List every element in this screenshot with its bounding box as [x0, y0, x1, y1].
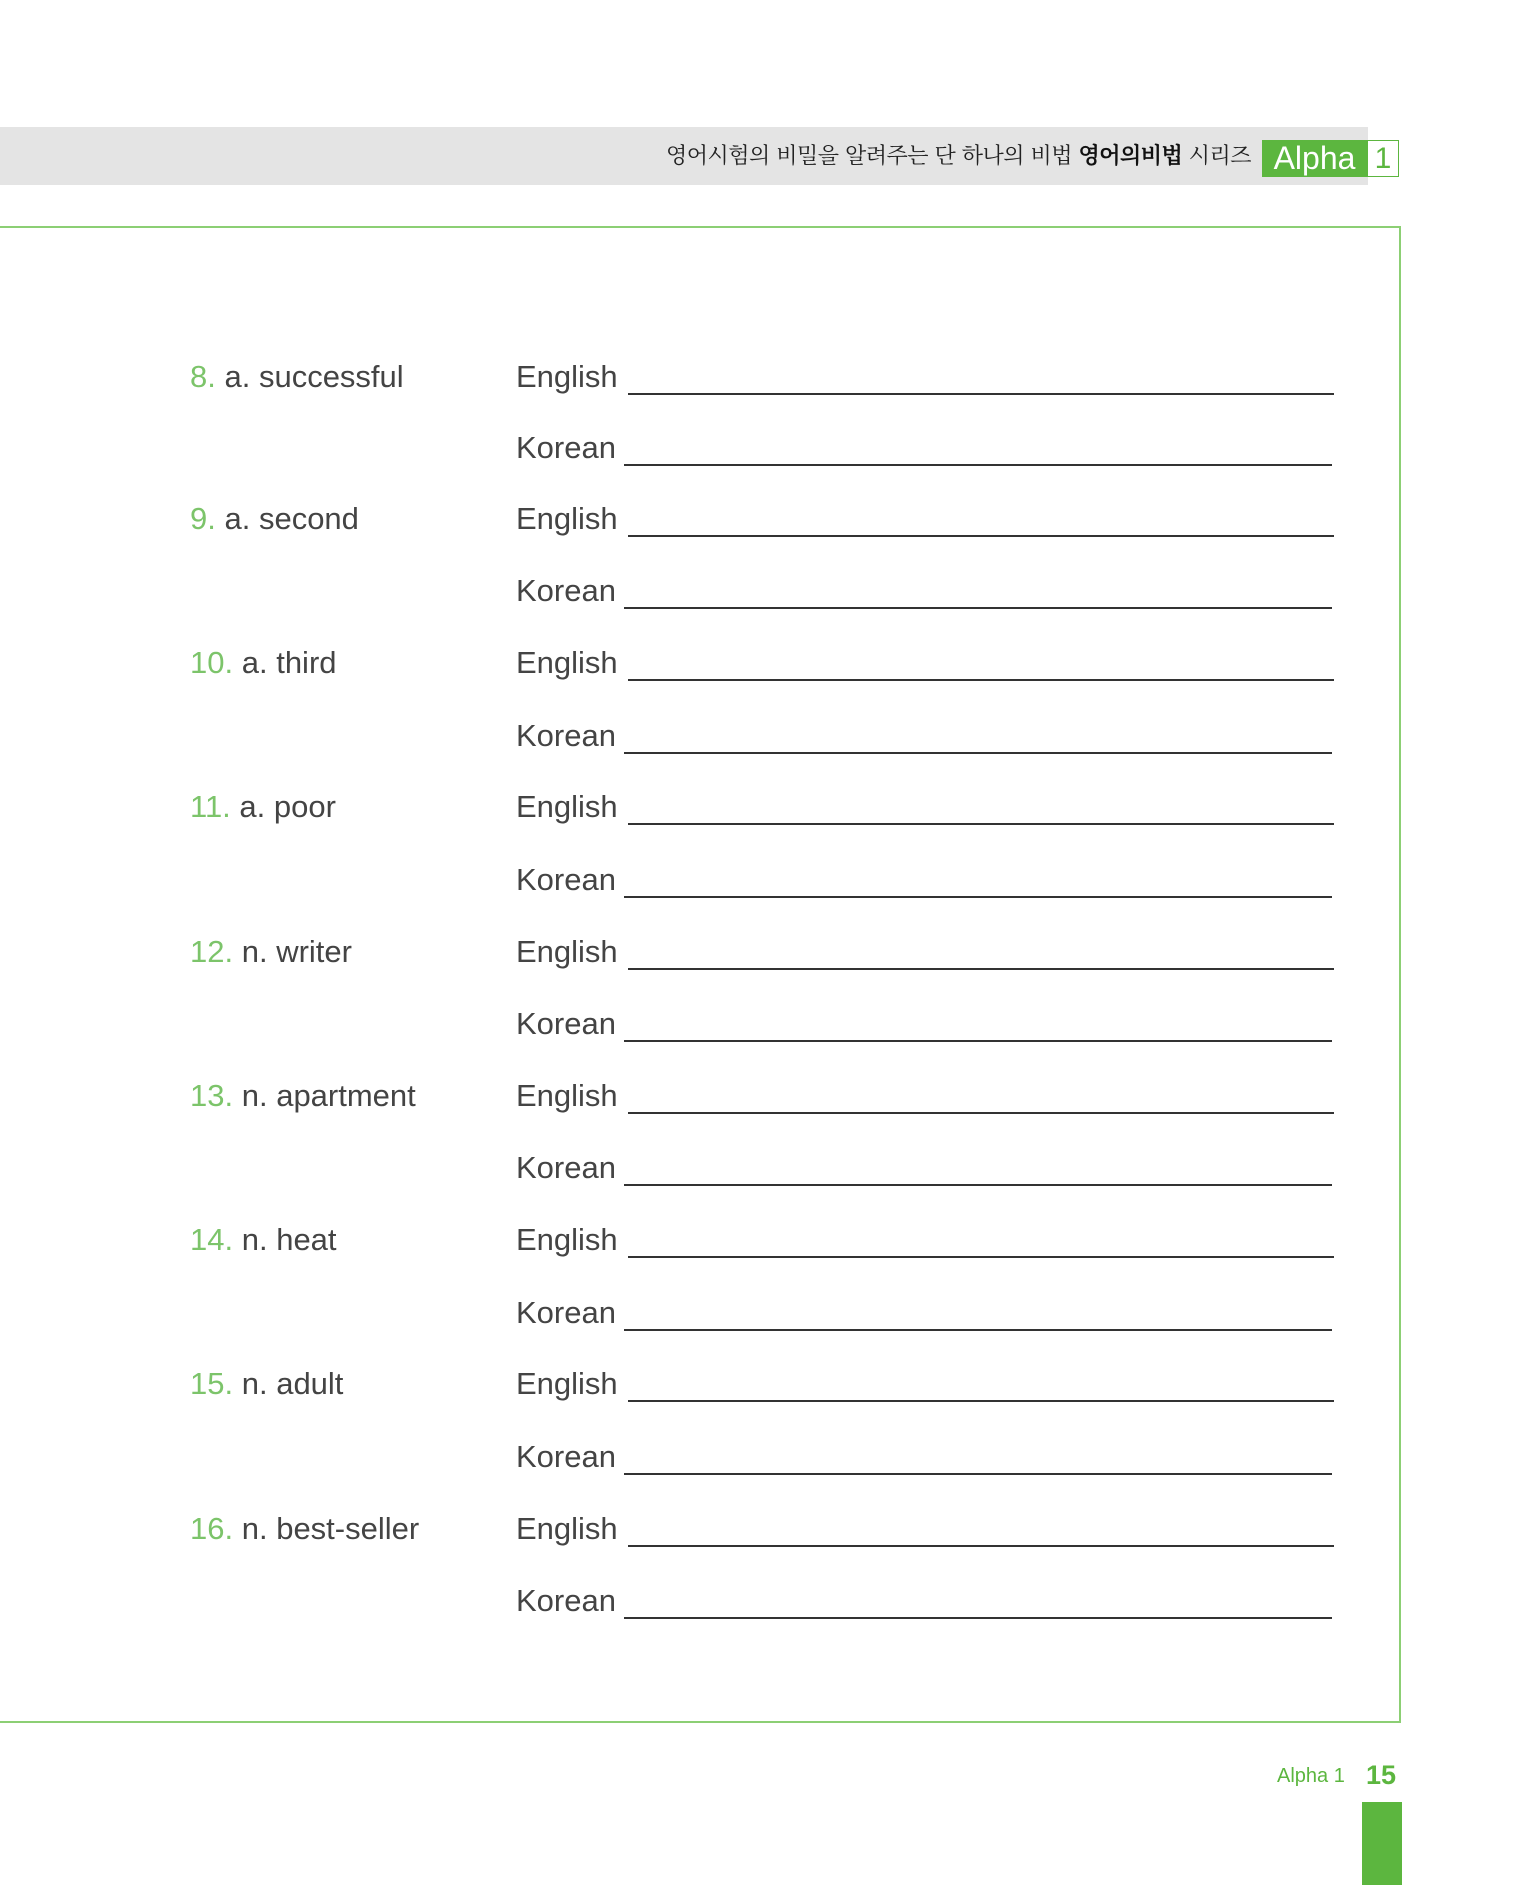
korean-answer-row[interactable]: [516, 1439, 1336, 1475]
english-answer-line[interactable]: [628, 1112, 1334, 1114]
word-number: 14.: [190, 1222, 234, 1257]
english-answer-line[interactable]: [628, 1256, 1334, 1258]
word-number: 9.: [190, 501, 216, 536]
english-answer-row[interactable]: [516, 934, 1336, 970]
english-label: English: [516, 501, 618, 536]
english-answer-line[interactable]: [628, 679, 1334, 681]
level-badge: 1: [1367, 140, 1399, 177]
korean-answer-line[interactable]: [624, 896, 1332, 898]
word-item: [190, 501, 359, 537]
word-number: 11.: [190, 789, 231, 824]
korean-answer-row[interactable]: [516, 1006, 1336, 1042]
word-item: [190, 1511, 419, 1547]
english-answer-line[interactable]: [628, 393, 1334, 395]
english-answer-row[interactable]: [516, 1511, 1336, 1547]
series-name: 영어의비법: [1078, 144, 1183, 169]
series-suffix: 시리즈: [1188, 144, 1251, 169]
english-answer-row[interactable]: [516, 645, 1336, 681]
english-answer-line[interactable]: [628, 535, 1334, 537]
word-item: [190, 645, 337, 681]
korean-label: Korean: [516, 1150, 616, 1185]
word-text: n. best-seller: [241, 1511, 420, 1546]
korean-answer-line[interactable]: [624, 1184, 1332, 1186]
korean-answer-row[interactable]: [516, 718, 1336, 754]
korean-answer-line[interactable]: [624, 1329, 1332, 1331]
english-answer-row[interactable]: [516, 1366, 1336, 1402]
word-item: [190, 1222, 337, 1258]
word-text: n. adult: [241, 1366, 344, 1401]
word-number: 13.: [190, 1078, 234, 1113]
english-label: English: [516, 1366, 618, 1401]
tagline-text: 영어시험의 비밀을 알려주는 단 하나의 비법: [665, 144, 1072, 169]
korean-answer-line[interactable]: [624, 752, 1332, 754]
korean-answer-line[interactable]: [624, 607, 1332, 609]
korean-answer-line[interactable]: [624, 464, 1332, 466]
english-answer-row[interactable]: [516, 789, 1336, 825]
footer-series-label: Alpha 1: [1277, 1765, 1345, 1787]
word-text: a. second: [224, 501, 359, 536]
korean-answer-row[interactable]: [516, 1583, 1336, 1619]
korean-answer-row[interactable]: [516, 862, 1336, 898]
english-answer-line[interactable]: [628, 1545, 1334, 1547]
word-item: [190, 789, 336, 825]
english-label: English: [516, 934, 618, 969]
word-text: a. third: [241, 645, 337, 680]
korean-label: Korean: [516, 1006, 616, 1041]
word-text: n. heat: [241, 1222, 337, 1257]
english-answer-row[interactable]: [516, 501, 1336, 537]
korean-label: Korean: [516, 1583, 616, 1618]
korean-answer-row[interactable]: [516, 573, 1336, 609]
word-text: a. successful: [224, 359, 404, 394]
english-label: English: [516, 1078, 618, 1113]
word-number: 8.: [190, 359, 216, 394]
english-label: English: [516, 359, 618, 394]
korean-label: Korean: [516, 862, 616, 897]
word-item: [190, 934, 352, 970]
english-answer-row[interactable]: [516, 1222, 1336, 1258]
english-answer-row[interactable]: [516, 359, 1336, 395]
english-answer-line[interactable]: [628, 823, 1334, 825]
word-number: 16.: [190, 1511, 234, 1546]
korean-answer-row[interactable]: [516, 1150, 1336, 1186]
word-text: a. poor: [239, 789, 336, 824]
word-number: 12.: [190, 934, 234, 969]
english-label: English: [516, 645, 618, 680]
series-tagline: [666, 143, 1251, 171]
korean-answer-row[interactable]: [516, 430, 1336, 466]
korean-answer-line[interactable]: [624, 1040, 1332, 1042]
english-answer-line[interactable]: [628, 1400, 1334, 1402]
korean-label: Korean: [516, 718, 616, 753]
korean-answer-line[interactable]: [624, 1617, 1332, 1619]
word-text: n. writer: [241, 934, 352, 969]
korean-label: Korean: [516, 430, 616, 465]
korean-answer-line[interactable]: [624, 1473, 1332, 1475]
word-item: [190, 1078, 416, 1114]
page-number: 15: [1366, 1760, 1397, 1790]
alpha-badge: Alpha: [1262, 140, 1367, 177]
english-label: English: [516, 1222, 618, 1257]
word-text: n. apartment: [241, 1078, 416, 1113]
page-edge-tab: [1362, 1802, 1402, 1885]
word-number: 10.: [190, 645, 234, 680]
korean-label: Korean: [516, 1439, 616, 1474]
english-label: English: [516, 1511, 618, 1546]
english-answer-line[interactable]: [628, 968, 1334, 970]
english-answer-row[interactable]: [516, 1078, 1336, 1114]
word-item: [190, 1366, 343, 1402]
korean-label: Korean: [516, 573, 616, 608]
korean-answer-row[interactable]: [516, 1295, 1336, 1331]
korean-label: Korean: [516, 1295, 616, 1330]
word-item: [190, 359, 404, 395]
word-number: 15.: [190, 1366, 234, 1401]
english-label: English: [516, 789, 618, 824]
